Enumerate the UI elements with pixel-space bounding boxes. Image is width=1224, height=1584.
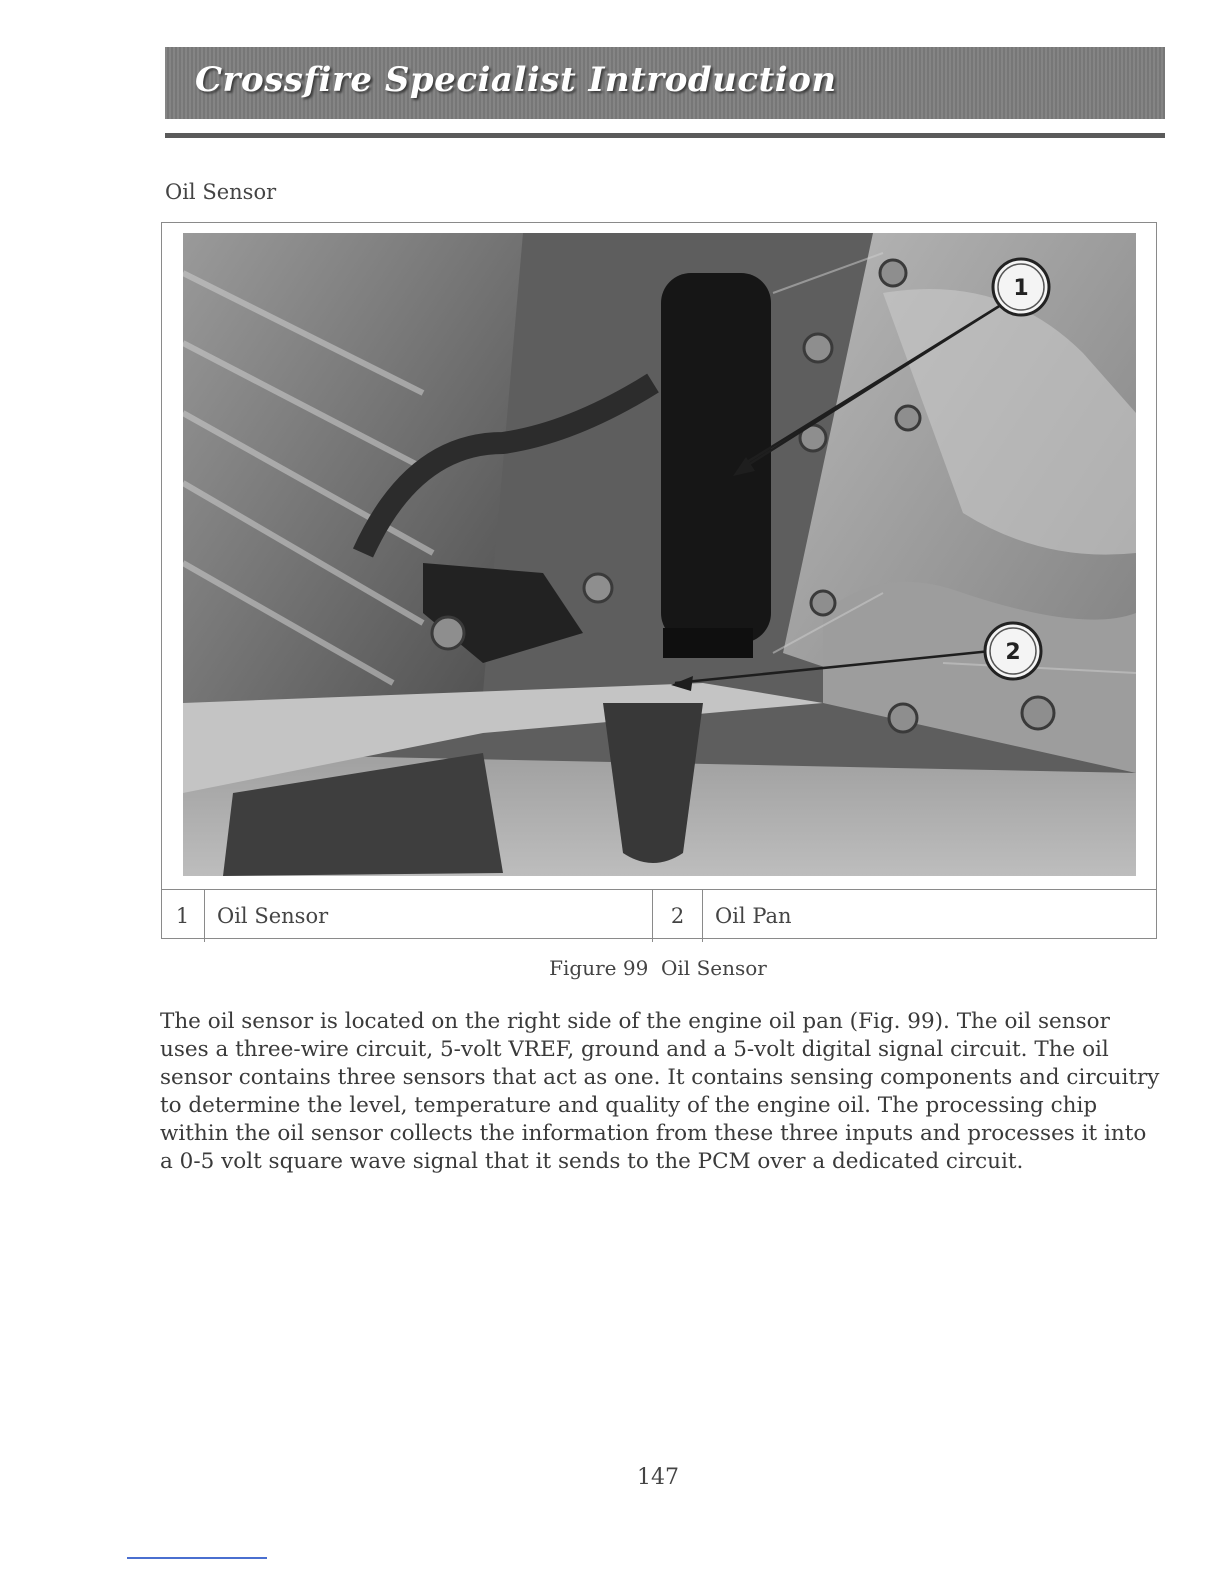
footer-divider xyxy=(127,1557,267,1559)
callout-marker-1-number: 1 xyxy=(1013,276,1029,301)
engine-photo xyxy=(183,233,1136,876)
legend-number-2: 2 xyxy=(653,890,703,942)
body-paragraph: The oil sensor is located on the right side of the engine oil pan (Fig. 99). The oil sensor uses a three-wire circuit, 5-volt VREF, ground and a 5-volt digital signal circuit. The oil sensor contains three sensors that act as one. It contains sensing components and circuitry to determine the level, temperature and quality of the engine oil. The processing chip within the oil sensor collects the information from these three inputs and processes it into a 0-5 volt square wave signal that it sends to the PCM over a dedicated circuit. xyxy=(160,1009,1160,1174)
figure-caption: Figure 99 Oil Sensor xyxy=(549,956,767,980)
page-number: 147 xyxy=(637,1465,679,1490)
callout-marker-1 xyxy=(993,259,1049,315)
header-divider xyxy=(165,133,1165,138)
engine-photo-drawing xyxy=(183,233,1136,876)
legend-label-2: Oil Pan xyxy=(715,904,792,928)
callout-marker-2 xyxy=(985,623,1041,679)
callout-marker-2-number: 2 xyxy=(1005,640,1021,665)
section-heading: Oil Sensor xyxy=(165,180,277,204)
legend-number-1: 1 xyxy=(161,890,205,942)
figure-legend xyxy=(161,889,1157,941)
legend-label-1: Oil Sensor xyxy=(205,890,653,942)
page-title: Crossfire Specialist Introduction xyxy=(195,60,837,100)
